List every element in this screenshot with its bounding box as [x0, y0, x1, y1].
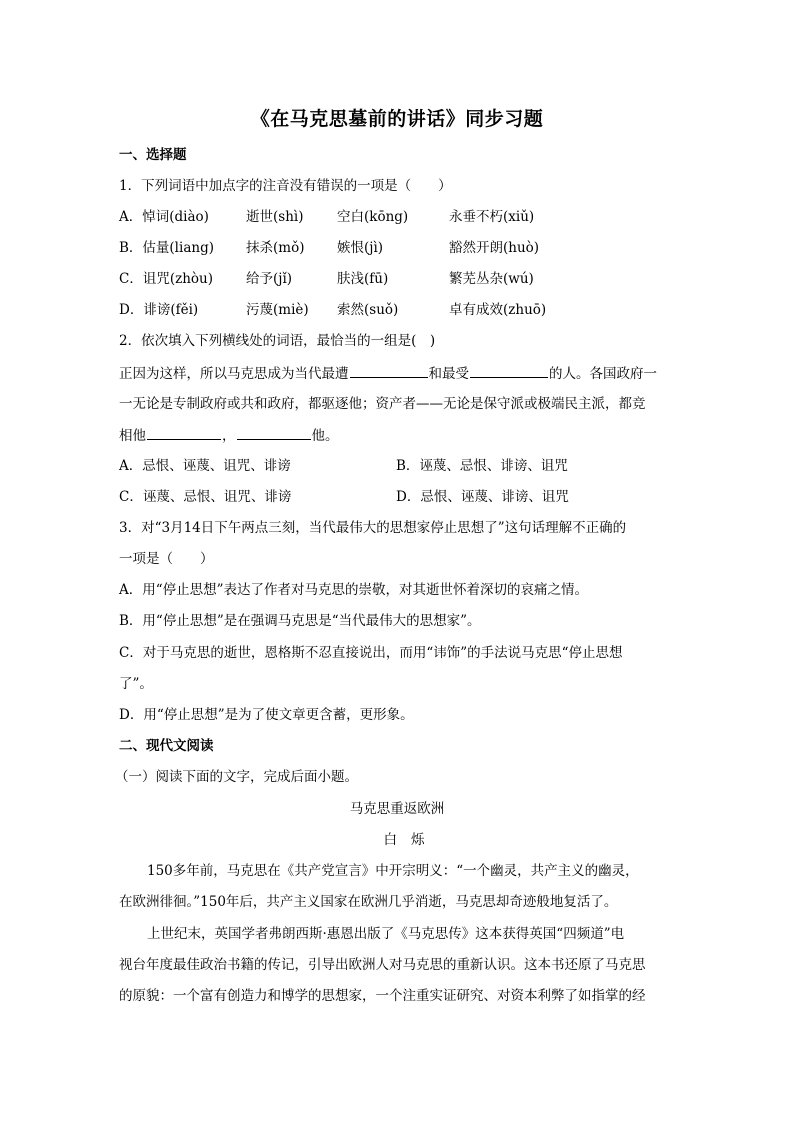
- q1-option-a-2: 逝世(shì): [246, 209, 304, 225]
- question-3-stem-line-2: 一项是（ ）: [119, 551, 214, 567]
- q1-option-c-1: C．诅咒(zhòu): [119, 271, 213, 287]
- q3-option-a: A．用“停止思想”表达了作者对马克思的崇敬，对其逝世怀着深切的哀痛之情。: [119, 582, 589, 598]
- question-1-stem: 1．下列词语中加点字的注音没有错误的一项是（ ）: [119, 178, 452, 194]
- article-paragraph-1-line-1: 150多年前，马克思在《共产党宣言》中开宗明义：“一个幽灵，共产主义的幽灵，: [147, 863, 639, 879]
- q3-option-b: B．用“停止思想”是在强调马克思是“当代最伟大的思想家”。: [119, 613, 481, 629]
- q2-passage-line-3: [119, 425, 339, 446]
- article-author: 白烁: [383, 832, 439, 848]
- q2-passage-line-1: [119, 363, 657, 384]
- q2-text-part: 他。: [311, 428, 339, 444]
- q3-option-c-line-2: 了”。: [119, 676, 153, 692]
- article-paragraph-1-line-2: 在欧洲徘徊。”150年后，共产主义国家在欧洲几乎消逝，马克思却奇迹般地复活了。: [119, 894, 618, 910]
- section-heading-choice: 一、选择题: [119, 147, 187, 163]
- q1-option-d-1: D．诽谤(fěi): [119, 302, 199, 318]
- q1-option-a-3: 空白(kōng): [337, 209, 409, 225]
- q2-passage-line-2: 一无论是专制政府或共和政府，都驱逐他；资产者——无论是保守派或极端民主派，都竞: [119, 396, 646, 412]
- article-title: 马克思重返欧洲: [349, 801, 445, 817]
- q3-option-c-line-1: C．对于马克思的逝世，恩格斯不忍直接说出，而用“讳饰”的手法说马克思“停止思想: [119, 645, 623, 661]
- q1-option-a-1: A．悼词(diào): [119, 209, 209, 225]
- fill-blank: [237, 425, 311, 440]
- q2-text-part: ，: [222, 428, 236, 444]
- q1-option-b-4: 豁然开朗(huò): [449, 240, 540, 256]
- q1-option-c-4: 繁芜丛杂(wú): [449, 271, 534, 287]
- q3-option-d: D．用“停止思想”是为了使文章更含蓄，更形象。: [119, 707, 414, 723]
- article-paragraph-2-line-3: 的原貌：一个富有创造力和博学的思想家，一个注重实证研究、对资本利弊了如指掌的经: [119, 988, 646, 1004]
- q2-option-a: A．忌恨、诬蔑、诅咒、诽谤: [119, 458, 291, 474]
- q1-option-c-3: 肤浅(fū): [337, 271, 389, 287]
- q1-option-a-4: 永垂不朽(xiǔ): [449, 209, 535, 225]
- question-3-stem-line-1: 3．对“3月14日下午两点三刻，当代最伟大的思想家停止思想了”这句话理解不正确的: [119, 520, 627, 536]
- q2-option-b: B．诬蔑、忌恨、诽谤、诅咒: [396, 458, 568, 474]
- article-paragraph-2-line-1: 上世纪末，英国学者弗朗西斯·惠恩出版了《马克思传》这本获得英国“四频道”电: [147, 926, 625, 942]
- q1-option-b-1: B．估量(liang): [119, 240, 214, 256]
- reading-intro: （一）阅读下面的文字，完成后面小题。: [115, 769, 358, 785]
- q2-text-part: 正因为这样，所以马克思成为当代最遭: [119, 366, 349, 382]
- q1-option-d-2: 污蔑(miè): [246, 302, 309, 318]
- q1-option-b-3: 嫉恨(jì): [337, 240, 384, 256]
- q1-option-d-3: 索然(suǒ): [337, 302, 399, 318]
- fill-blank: [147, 425, 221, 440]
- q1-option-b-2: 抹杀(mǒ): [246, 240, 305, 256]
- fill-blank: [350, 363, 428, 378]
- q2-option-d: D．忌恨、诬蔑、诽谤、诅咒: [396, 489, 569, 505]
- q2-text-part: 和最受: [428, 366, 469, 382]
- page-title: 《在马克思墓前的讲话》同步习题: [250, 108, 544, 130]
- q2-text-part: 的人。各国政府一: [549, 366, 657, 382]
- q1-option-c-2: 给予(jǐ): [246, 271, 293, 287]
- article-paragraph-2-line-2: 视台年度最佳政治书籍的传记，引导出欧洲人对马克思的重新认识。这本书还原了马克思: [119, 957, 646, 973]
- question-2-stem: 2．依次填入下列横线处的词语，最恰当的一组是( ): [119, 333, 436, 349]
- section-heading-reading: 二、现代文阅读: [119, 738, 214, 754]
- q2-text-part: 相他: [119, 428, 146, 444]
- q1-option-d-4: 卓有成效(zhuō): [449, 302, 547, 318]
- q2-option-c: C．诬蔑、忌恨、诅咒、诽谤: [119, 489, 292, 505]
- fill-blank: [470, 363, 548, 378]
